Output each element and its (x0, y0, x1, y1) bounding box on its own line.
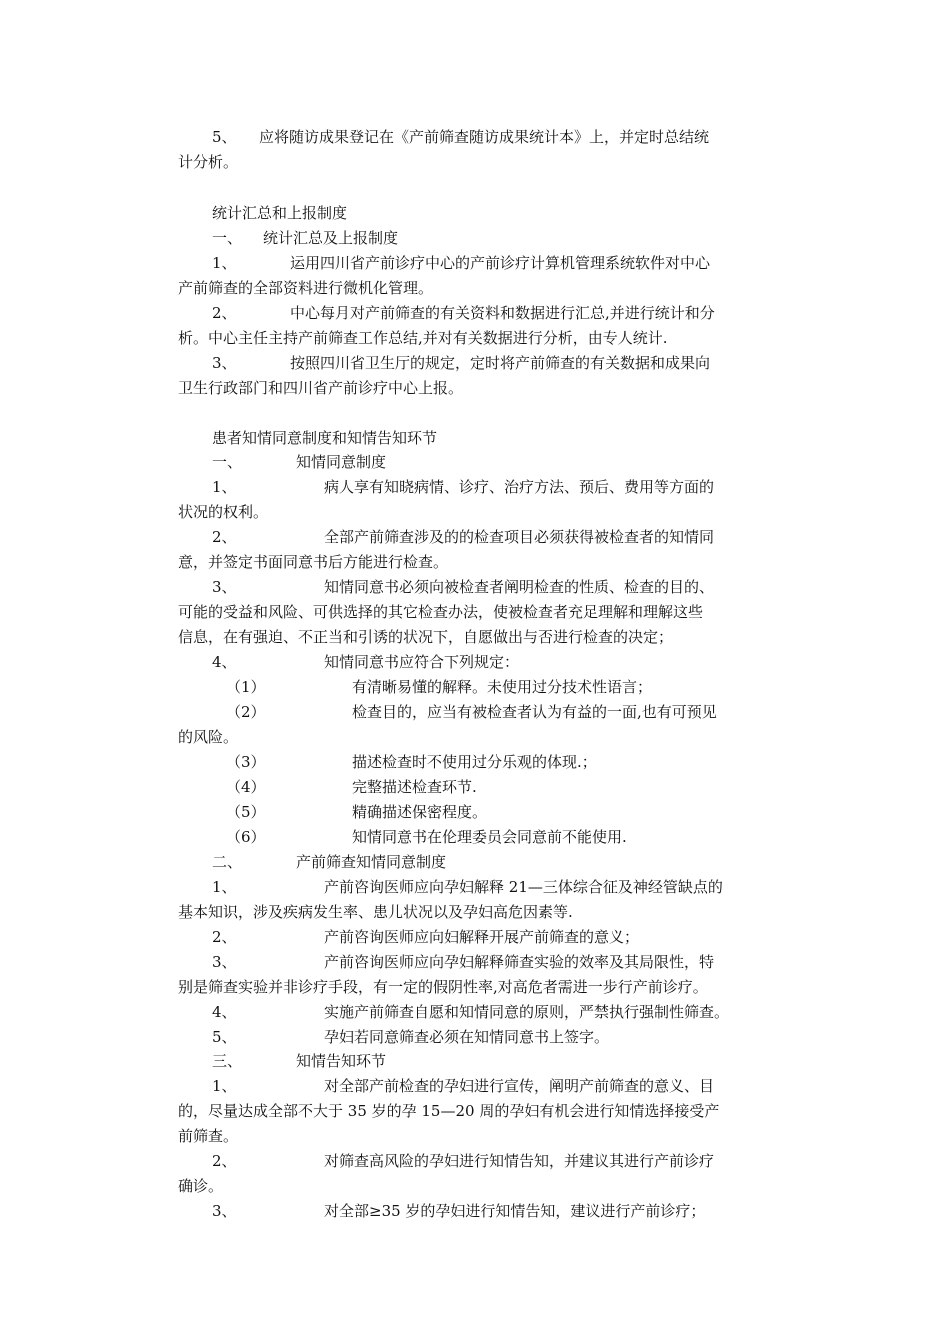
item-number: 三、 (212, 1052, 243, 1070)
paragraph-line (212, 1151, 714, 1171)
line-text: 中心每月对产前筛查的有关资料和数据进行汇总,并进行统计和分 (290, 304, 715, 322)
line-text: 知情告知环节 (296, 1052, 387, 1070)
line-text: 病人享有知晓病情、诊疗、治疗方法、预后、费用等方面的 (324, 478, 715, 496)
paragraph-line (178, 1101, 719, 1121)
item-number: 3、 (212, 354, 237, 372)
section-heading (212, 428, 437, 448)
item-number: 5、 (212, 1028, 237, 1046)
paragraph-line (178, 902, 573, 922)
item-number: 3、 (212, 1202, 237, 1220)
item-number: 4、 (212, 653, 237, 671)
paragraph-line (178, 977, 708, 997)
line-text: 实施产前筛查自愿和知情同意的原则，严禁执行强制性筛查。 (324, 1003, 730, 1021)
line-text: 析。中心主任主持产前筛查工作总结,并对有关数据进行分析，由专人统计. (178, 329, 668, 347)
item-number: （4） (226, 778, 266, 796)
paragraph-line (212, 1002, 729, 1022)
line-text: 对全部产前检查的孕妇进行宣传，阐明产前筛查的意义、目 (324, 1077, 715, 1095)
paragraph-line (212, 577, 714, 597)
item-number: （6） (226, 828, 266, 846)
paragraph-line (212, 952, 714, 972)
line-text: 完整描述检查环节. (352, 778, 477, 796)
subsection-heading (212, 228, 398, 248)
line-text: 信息，在有强迫、不正当和引诱的状况下，自愿做出与否进行检查的决定； (178, 628, 674, 646)
paragraph-line (178, 152, 238, 172)
line-text: 知情同意书必须向被检查者阐明检查的性质、检查的目的、 (324, 578, 715, 596)
item-number: 3、 (212, 953, 237, 971)
list-item (226, 777, 477, 797)
line-text: 状况的权利。 (178, 503, 269, 521)
paragraph-line (212, 877, 723, 897)
paragraph-line (178, 552, 448, 572)
paragraph-line (212, 1027, 609, 1047)
line-text: 应将随访成果登记在《产前筛查随访成果统计本》上，并定时总结统 (259, 128, 710, 146)
line-text: 产前咨询医师应向孕妇解释筛查实验的效率及其局限性，特 (324, 953, 715, 971)
line-text: 产前咨询医师应向孕妇解释 21—三体综合征及神经管缺点的 (324, 878, 723, 896)
paragraph-line (212, 652, 519, 672)
list-item (226, 702, 717, 722)
item-number: 1、 (212, 254, 237, 272)
list-item (226, 752, 597, 772)
item-number: （5） (226, 803, 266, 821)
line-text: 意，并签定书面同意书后方能进行检查。 (178, 553, 449, 571)
item-number: （2） (226, 703, 266, 721)
item-number: 4、 (212, 1003, 237, 1021)
paragraph-line (212, 127, 709, 147)
heading-text: 患者知情同意制度和知情告知环节 (212, 429, 438, 447)
line-text: 有清晰易懂的解释。未使用过分技术性语言； (352, 678, 653, 696)
paragraph-line (178, 378, 463, 398)
paragraph-line (212, 303, 715, 323)
item-number: 2、 (212, 1152, 237, 1170)
item-number: （3） (226, 753, 266, 771)
line-text: 统计汇总及上报制度 (263, 229, 399, 247)
paragraph-line (212, 927, 639, 947)
line-text: 知情同意制度 (296, 453, 387, 471)
item-number: 2、 (212, 528, 237, 546)
line-text: 可能的受益和风险、可供选择的其它检查办法，使被检查者充足理解和理解这些 (178, 603, 704, 621)
line-text: 知情同意书在伦理委员会同意前不能使用. (352, 828, 627, 846)
paragraph-line (178, 602, 703, 622)
line-text: 运用四川省产前诊疗中心的产前诊疗计算机管理系统软件对中心 (290, 254, 711, 272)
paragraph-line (212, 353, 710, 373)
heading-text: 统计汇总和上报制度 (212, 204, 348, 222)
subsection-heading (212, 852, 446, 872)
section-heading (212, 203, 347, 223)
item-number: 1、 (212, 878, 237, 896)
paragraph-line (178, 727, 238, 747)
line-text: 产前筛查的全部资料进行微机化管理。 (178, 279, 434, 297)
subsection-heading (212, 1051, 386, 1071)
paragraph-line (178, 278, 433, 298)
line-text: 基本知识，涉及疾病发生率、患儿状况以及孕妇高危因素等. (178, 903, 573, 921)
line-text: 的风险。 (178, 728, 239, 746)
list-item (226, 802, 487, 822)
item-number: 二、 (212, 853, 243, 871)
line-text: 按照四川省卫生厅的规定，定时将产前筛查的有关数据和成果向 (290, 354, 711, 372)
line-text: 检查目的，应当有被检查者认为有益的一面,也有可预见 (352, 703, 717, 721)
line-text: 全部产前筛查涉及的的检查项目必须获得被检查者的知情同 (324, 528, 715, 546)
item-number: 2、 (212, 304, 237, 322)
paragraph-line (178, 328, 668, 348)
line-text: 描述检查时不使用过分乐观的体现.； (352, 753, 597, 771)
item-number: 1、 (212, 1077, 237, 1095)
line-text: 产前咨询医师应向妇解释开展产前筛查的意义； (324, 928, 640, 946)
line-text: 产前筛查知情同意制度 (296, 853, 447, 871)
line-text: 对筛查高风险的孕妇进行知情告知，并建议其进行产前诊疗 (324, 1152, 715, 1170)
item-number: 1、 (212, 478, 237, 496)
line-text: 知情同意书应符合下列规定： (324, 653, 520, 671)
line-text: 精确描述保密程度。 (352, 803, 488, 821)
line-text: 确诊。 (178, 1177, 224, 1195)
line-text: 前筛查。 (178, 1127, 239, 1145)
item-number: 3、 (212, 578, 237, 596)
paragraph-line (212, 1076, 714, 1096)
item-number: （1） (226, 678, 266, 696)
paragraph-line (212, 1201, 705, 1221)
line-text: 对全部≥35 岁的孕妇进行知情告知，建议进行产前诊疗； (324, 1202, 706, 1220)
line-text: 孕妇若同意筛查必须在知情同意书上签字。 (324, 1028, 610, 1046)
list-item (226, 677, 652, 697)
item-number: 2、 (212, 928, 237, 946)
item-number: 一、 (212, 453, 243, 471)
paragraph-line (212, 477, 714, 497)
line-text: 卫生行政部门和四川省产前诊疗中心上报。 (178, 379, 464, 397)
subsection-heading (212, 452, 386, 472)
line-text: 别是筛查实验并非诊疗手段，有一定的假阴性率,对高危者需进一步行产前诊疗。 (178, 978, 708, 996)
list-item (226, 827, 627, 847)
paragraph-line (178, 627, 673, 647)
item-number: 5、 (212, 128, 237, 146)
line-text: 的，尽量达成全部不大于 35 岁的孕 15—20 周的孕妇有机会进行知情选择接受产 (178, 1102, 720, 1120)
paragraph-line (212, 527, 714, 547)
line-text: 计分析。 (178, 153, 239, 171)
paragraph-line (178, 1126, 238, 1146)
paragraph-line (178, 1176, 223, 1196)
paragraph-line (212, 253, 710, 273)
paragraph-line (178, 502, 268, 522)
item-number: 一、 (212, 229, 243, 247)
